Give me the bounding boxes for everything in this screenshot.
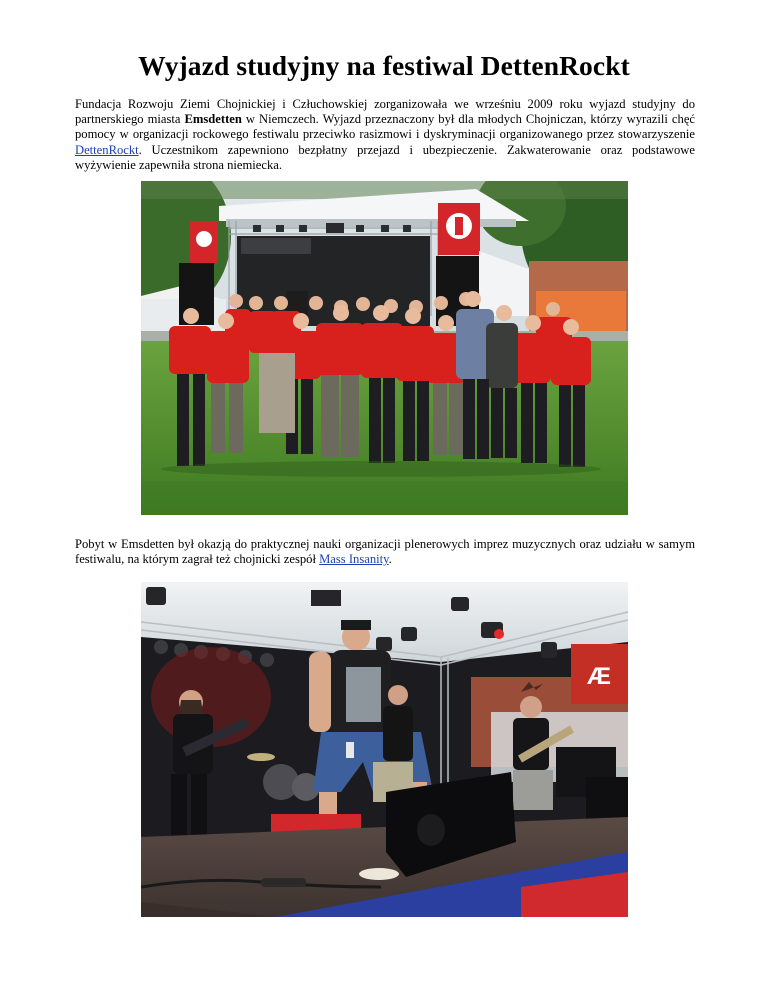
sign-logo: Æ (587, 663, 611, 690)
dettenrockt-link[interactable]: DettenRockt (75, 142, 139, 157)
festival-text-b: . (388, 552, 392, 567)
city-name: Emsdetten (184, 112, 242, 127)
festival-text-a: Pobyt w Emsdetten był okazją do praktycznej nauki organizacji plenerowych imprez muzycznych oraz udziału w samym festiwalu, na którym zagrał też chojnicki zespół (75, 537, 695, 567)
group-photo (141, 181, 628, 515)
concert-photo (141, 582, 628, 917)
festival-paragraph (75, 537, 695, 567)
intro-text-a: Fundacja Rozwoju Ziemi Chojnickiej i Człuchowskiej zorganizowała we wrześniu 2009 roku wyjazd studyjny do partnerskiego miasta (75, 97, 695, 127)
mass-insanity-link[interactable]: Mass Insanity (319, 552, 389, 567)
group-photo-graphic (141, 181, 628, 515)
intro-paragraph (75, 97, 695, 173)
intro-text-c: . Uczestnikom zapewniono bezpłatny przejazd i ubezpieczenie. Zakwaterowanie oraz podstawowe wyżywienie zapewniła strona niemiecka. (75, 142, 695, 172)
intro-text-b: w Niemczech. Wyjazd przeznaczony był dla młodych Chojniczan, którzy wyrazili chęć pomocy w organizacji rockowego festiwalu przeciwko rasizmowi i dyskryminacji organizowanego przez stowarzyszenie (75, 112, 695, 142)
page-title: Wyjazd studyjny na festiwal DettenRockt (138, 50, 630, 81)
concert-photo-graphic (141, 582, 628, 917)
